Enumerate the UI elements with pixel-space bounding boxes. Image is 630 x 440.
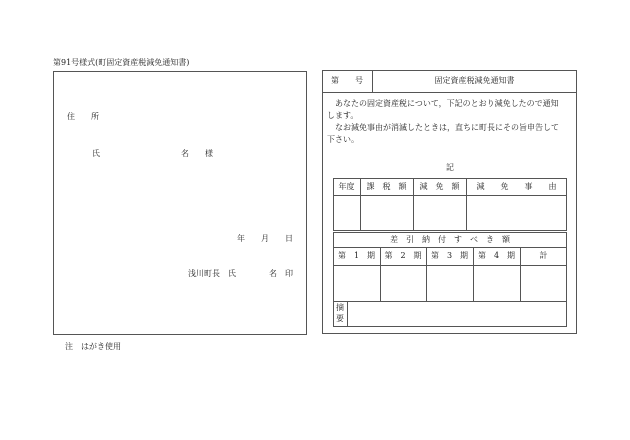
tax-table-header-line: [333, 195, 567, 196]
header-divider: [322, 92, 577, 93]
ki-label: 記: [446, 163, 454, 172]
notice-title: 固定資産税減免通知書: [434, 76, 515, 85]
number-label: 第 号: [331, 76, 363, 85]
address-panel: [53, 71, 307, 335]
body-line: 下さい。: [327, 135, 359, 144]
seal-label: 名 印: [269, 269, 293, 278]
name-label-suffix: 名 様: [181, 149, 213, 158]
remarks-label-top: 摘: [336, 303, 344, 312]
date-label: 年 月 日: [237, 234, 293, 243]
footnote: 注 はがき使用: [65, 342, 121, 351]
header-exempt-reason: 減 免 事 由: [476, 181, 557, 191]
total-header: 計: [539, 251, 548, 260]
form-title: 第91号様式(町固定資産税減免通知書): [53, 58, 190, 67]
header-exempt-amount: 減 免 額: [419, 181, 460, 191]
period-1-header: 第 1 期: [337, 251, 376, 260]
period-header-line: [333, 265, 567, 266]
body-line: なお減免事由が消滅したときは，直ちに町長にその旨申告して: [327, 123, 559, 132]
body-line: あなたの固定資産税について，下記のとおり減免したので通知: [327, 99, 559, 108]
name-label-first: 氏: [92, 149, 100, 158]
period-2-header: 第 2 期: [384, 251, 422, 260]
address-label: 住 所: [67, 112, 99, 121]
remarks-top-line: [333, 301, 567, 302]
notice-body: [327, 98, 573, 146]
issuer-label: 浅川町長 氏: [188, 269, 236, 278]
period-3-header: 第 3 期: [430, 251, 469, 260]
remarks-label-bottom: 要: [336, 314, 344, 323]
body-line: します。: [327, 111, 359, 120]
period-4-header: 第 4 期: [477, 251, 516, 260]
header-taxed-amount: 課 税 額: [366, 181, 407, 191]
header-year: 年度: [338, 181, 355, 191]
balance-header: 差 引 納 付 す べ き 額: [390, 234, 510, 244]
remarks-separator: [347, 301, 348, 327]
